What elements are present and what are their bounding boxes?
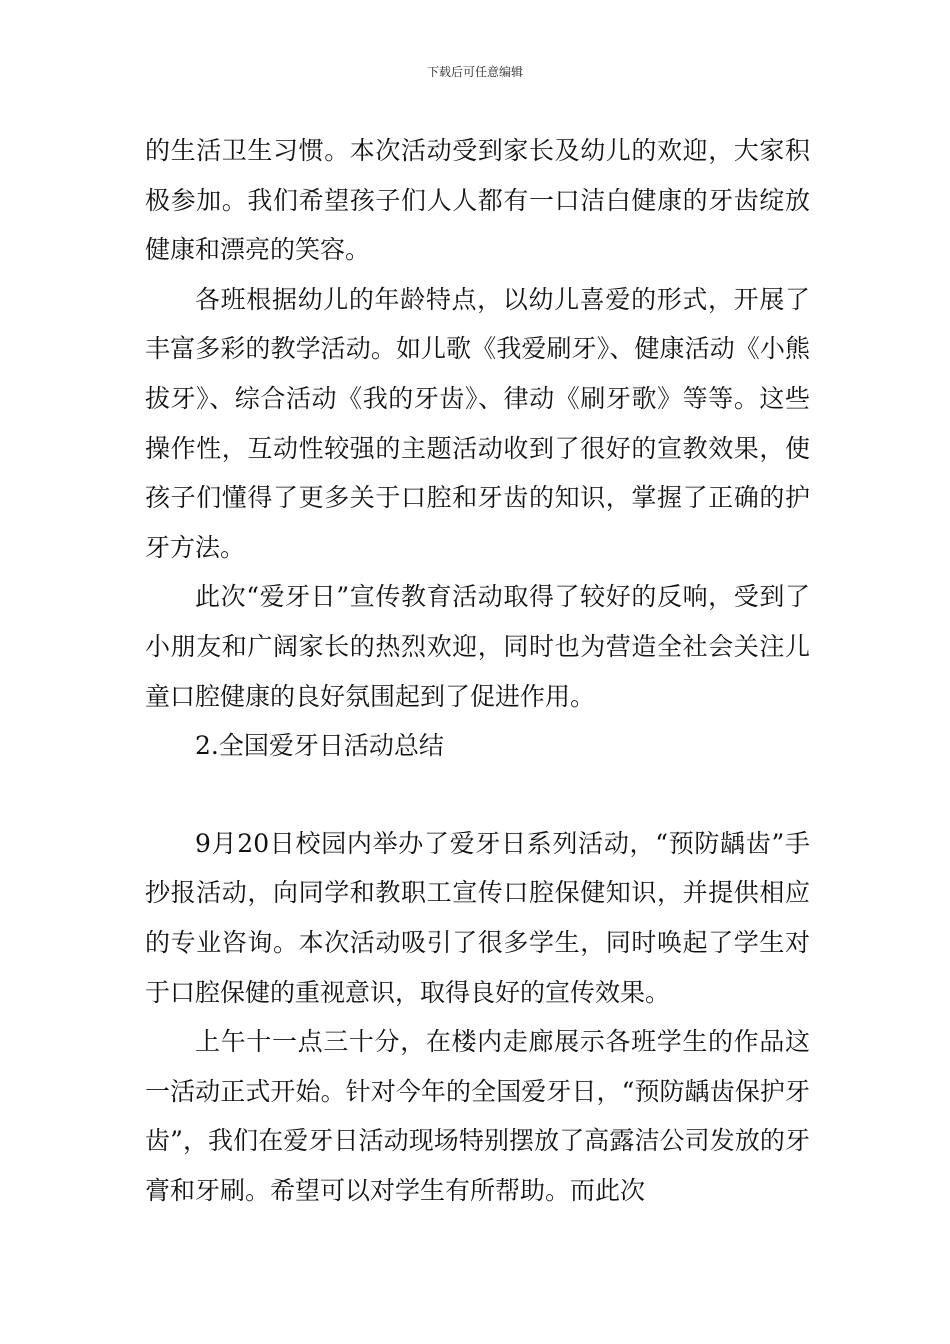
page-header: 下载后可任意编辑 — [426, 65, 523, 79]
section-heading: 2.全国爱牙日活动总结 — [195, 731, 444, 761]
paragraph-exhibition: 上午十一点三十分，在楼内走廊展示各班学生的作品这一活动正式开始。针对今年的全国爱牙日，“预防龋齿保护牙齿”，我们在爱牙日活动现场特别摆放了高露洁公司发放的牙膏和牙刷。希望可以对学生有所帮助。而此次 — [145, 1027, 810, 1205]
paragraph-event-response: 此次“爱牙日”宣传教育活动取得了较好的反响，受到了小朋友和广阔家长的热烈欢迎，同时也为营造全社会关注儿童口腔健康的良好氛围起到了促进作用。 — [145, 582, 810, 711]
document-body — [145, 126, 810, 1215]
paragraph-campus-event: 9月20日校园内举办了爱牙日系列活动，“预防龋齿”手抄报活动，向同学和教职工宣传口腔保健知识，并提供相应的专业咨询。本次活动吸引了很多学生，同时唤起了学生对于口腔保健的重视意识，取得良好的宣传效果。 — [145, 828, 810, 1007]
section-spacer — [145, 771, 810, 819]
paragraph-continued: 的生活卫生习惯。本次活动受到家长及幼儿的欢迎，大家积极参加。我们希望孩子们人人都有一口洁白健康的牙齿绽放健康和漂亮的笑容。 — [145, 136, 810, 265]
paragraph-class-activities: 各班根据幼儿的年龄特点，以幼儿喜爱的形式，开展了丰富多彩的教学活动。如儿歌《我爱刷牙》、健康活动《小熊拔牙》、综合活动《我的牙齿》、律动《刷牙歌》等等。这些操作性，互动性较强的主题活动收到了很好的宣教效果，使孩子们懂得了更多关于口腔和牙齿的知识，掌握了正确的护牙方法。 — [145, 284, 810, 562]
